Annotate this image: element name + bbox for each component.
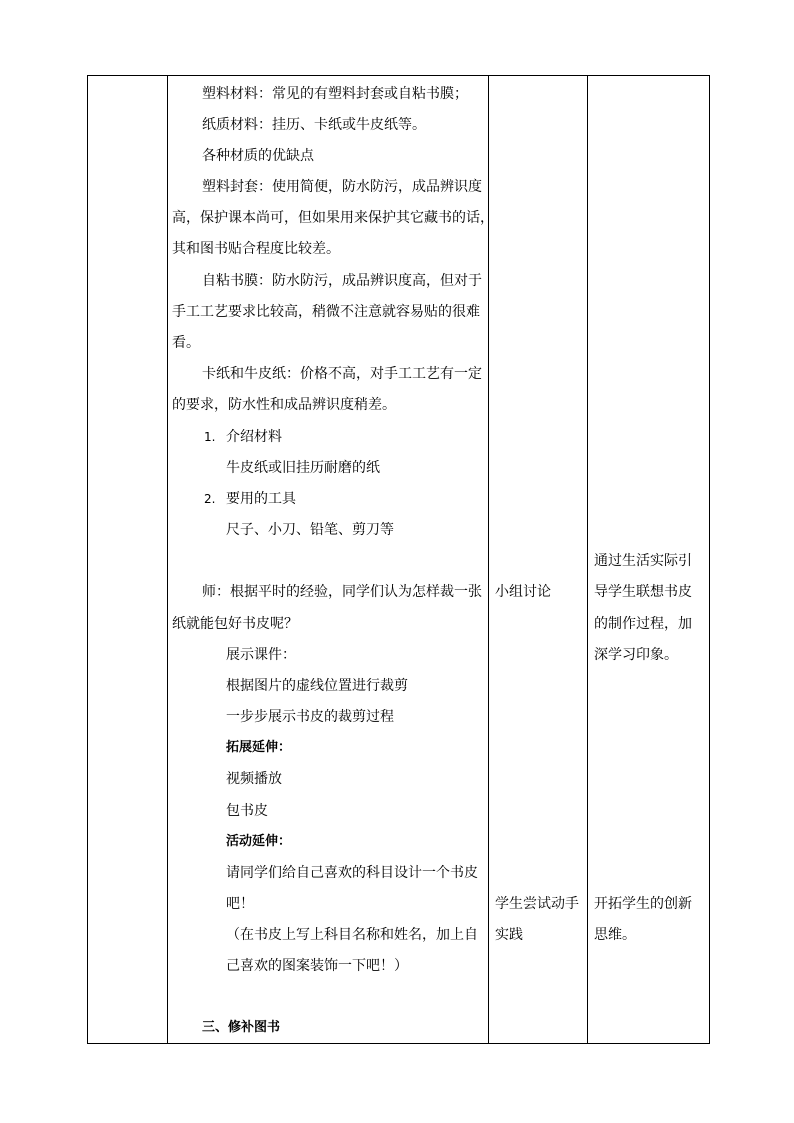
- text-line: 一步步展示书皮的裁剪过程: [226, 709, 394, 725]
- text-line: 尺子、小刀、铅笔、剪刀等: [226, 522, 394, 538]
- text-line: 通过生活实际引: [594, 553, 692, 569]
- section-heading: 三、修补图书: [202, 1020, 281, 1035]
- list-number: 1.: [204, 430, 216, 444]
- text-line: 请同学们给自己喜欢的科目设计一个书皮: [226, 865, 478, 881]
- text-line: 实践: [495, 927, 523, 943]
- text-line: （在书皮上写上科目名称和姓名，加上自: [226, 927, 478, 943]
- text-line: 己喜欢的图案装饰一下吧！）: [226, 958, 408, 974]
- subheading: 拓展延伸：: [226, 740, 292, 755]
- text-line: 看。: [172, 335, 200, 351]
- table-row: [88, 76, 710, 1044]
- subheading: 活动延伸：: [226, 834, 292, 849]
- text-line: 思维。: [594, 927, 636, 943]
- design-intent-cell: [588, 76, 710, 1044]
- text-line: 深学习印象。: [594, 647, 678, 663]
- text-line: 小组讨论: [495, 584, 551, 600]
- text-line: 学生尝试动手: [495, 896, 579, 912]
- list-number: 2.: [204, 492, 216, 506]
- student-activity-cell: [489, 76, 588, 1044]
- lesson-plan-table: [87, 75, 710, 1044]
- text-line: 的制作过程，加: [594, 616, 692, 632]
- teaching-content-cell: [168, 76, 494, 1044]
- text-line: 根据图片的虚线位置进行裁剪: [226, 678, 408, 694]
- text-line: 自粘书膜：防水防污，成品辨识度高，但对于: [202, 273, 482, 289]
- text-line: 吧！: [226, 896, 254, 912]
- text-line: 塑料材料：常见的有塑料封套或自粘书膜；: [202, 86, 468, 102]
- text-line: 塑料封套：使用简便，防水防污，成品辨识度: [202, 179, 482, 195]
- text-line: 的要求，防水性和成品辨识度稍差。: [172, 397, 396, 413]
- text-line: 手工工艺要求比较高，稍微不注意就容易贴的很难: [172, 304, 480, 320]
- text-line: 高，保护课本尚可，但如果用来保护其它藏书的话，: [172, 210, 494, 226]
- text-line: 卡纸和牛皮纸：价格不高，对手工工艺有一定: [202, 366, 482, 382]
- text-line: 导学生联想书皮: [594, 584, 692, 600]
- text-line: 开拓学生的创新: [594, 896, 692, 912]
- text-line: 纸质材料：挂历、卡纸或牛皮纸等。: [202, 117, 426, 133]
- list-item: 介绍材料: [226, 429, 282, 445]
- text-line: 包书皮: [226, 803, 268, 819]
- text-line: 各种材质的优缺点: [202, 148, 314, 164]
- text-line: 纸就能包好书皮呢？: [172, 616, 298, 632]
- list-item: 要用的工具: [226, 491, 296, 507]
- text-line: 视频播放: [226, 771, 282, 787]
- text-line: 师：根据平时的经验，同学们认为怎样裁一张: [202, 584, 482, 600]
- text-line: 牛皮纸或旧挂历耐磨的纸: [226, 460, 380, 476]
- text-line: 展示课件：: [226, 647, 296, 663]
- text-line: 其和图书贴合程度比较差。: [172, 241, 340, 257]
- stage-column-cell: [88, 76, 168, 1044]
